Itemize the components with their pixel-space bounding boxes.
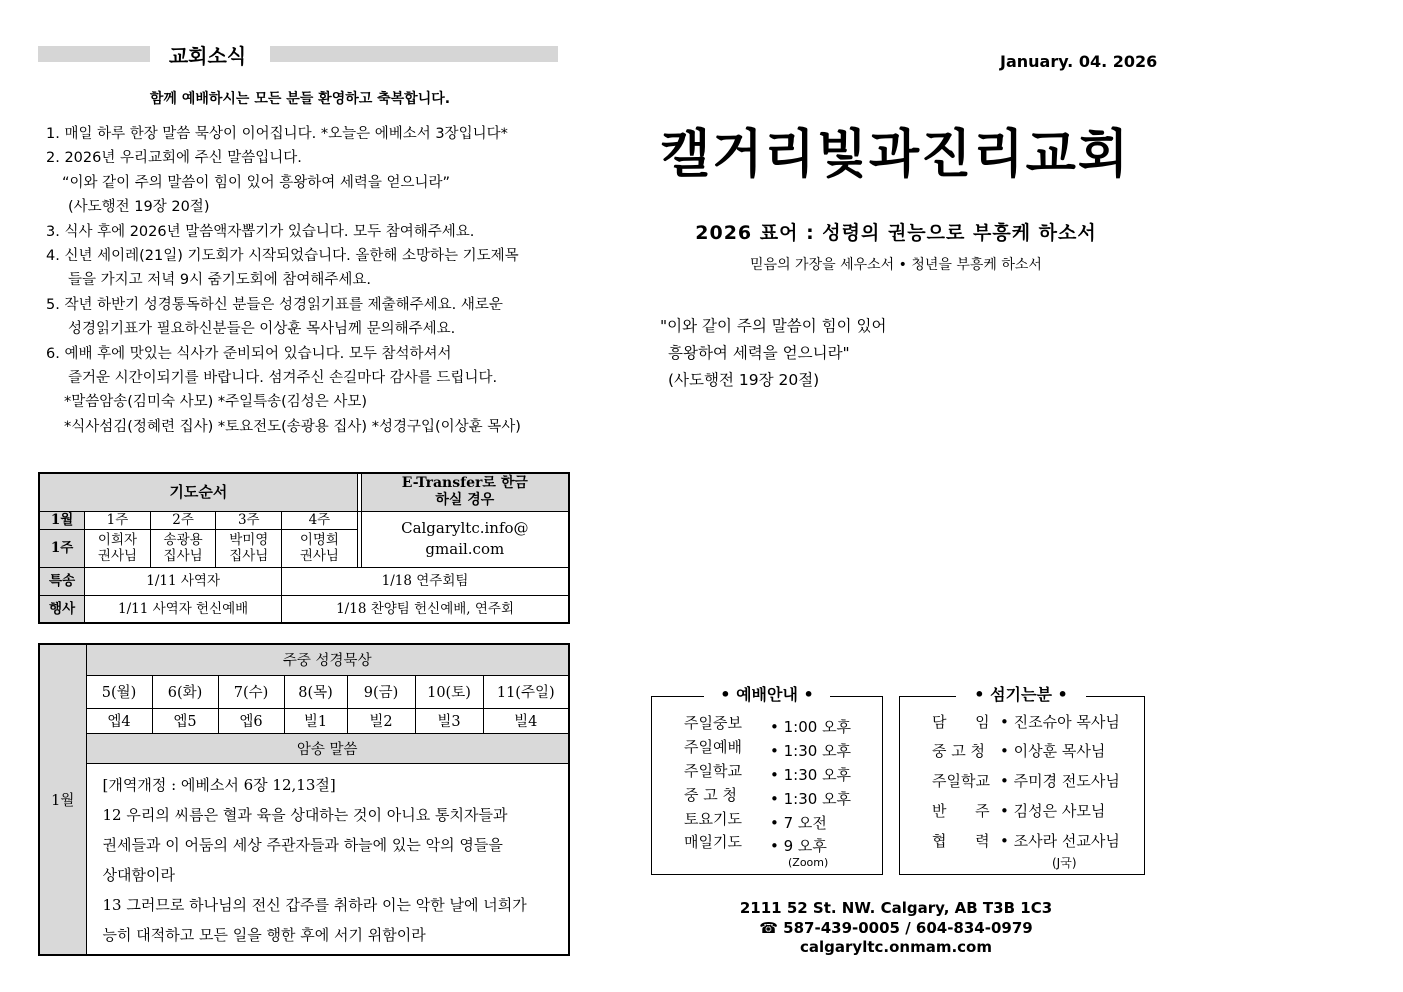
memo-line: 상대함이라 [102,865,175,884]
week-4: 4주 [282,511,358,529]
news-line: *식사섬김(정혜련 집사) *토요전도(송광용 집사) *성경구입(이상훈 목사) [64,418,521,435]
memo-line: 능히 대적하고 모든 일을 행한 후에 서기 위함이라 [102,925,426,944]
church-phone: ☎ 587-439-0005 / 604-834-0979 [759,919,1033,937]
row-label: 1주 [39,529,85,567]
news-line: 6. 예배 후에 맛있는 식사가 준비되어 있습니다. 모두 참석하셔서 [46,345,452,362]
worship-time: • 1:30 오후 [770,790,852,808]
verse-line: 흥왕하여 세력을 얻으니라" [668,344,850,362]
server-role: 주일학교 [932,772,990,790]
day-3: 7(수) [218,675,284,708]
day-6: 10(토) [415,675,483,708]
reading-5: 빌2 [347,708,415,733]
reading-4: 빌1 [284,708,347,733]
news-line: 5. 작년 하반기 성경통독하신 분들은 성경읽기표를 제출해주세요. 새로운 [46,296,503,313]
bulletin-date: January. 04. 2026 [1000,52,1158,71]
news-line: 2. 2026년 우리교회에 주신 말씀입니다. [46,150,302,167]
special-2: 1/18 연주회팀 [282,567,569,595]
bible-table [38,643,570,956]
prayer-header: 기도순서 [39,473,357,511]
special-label: 특송 [39,567,85,595]
server-person: • 주미경 전도사님 [1000,772,1120,790]
worship-time: • 9 오후 [770,837,827,855]
worship-time: • 1:30 오후 [770,766,852,784]
header-bar-left [38,46,150,62]
worship-name: 매일기도 [684,833,742,851]
memo-line: [개역개정 : 에베소서 6장 12,13절] [102,775,336,794]
day-1: 5(월) [86,675,152,708]
worship-name: 주일중보 [684,714,742,732]
zoom-note: (Zoom) [788,856,829,869]
event-label: 행사 [39,595,85,623]
header-bar-right [270,46,558,62]
worship-name: 토요기도 [684,810,742,828]
memo-line: 권세들과 이 어둠의 세상 주관자들과 하늘에 있는 악의 영들을 [102,835,503,854]
welcome-text: 함께 예배하시는 모든 분들 환영하고 축복합니다. [149,91,451,107]
news-line: 성경읽기표가 필요하신분들은 이상훈 목사님께 문의해주세요. [68,321,456,338]
etransfer-email: Calgaryltc.info@ gmail.com [361,511,569,567]
reading-2: 엡5 [152,708,218,733]
news-line: (사도행전 19장 20절) [68,199,210,216]
day-4: 8(목) [284,675,347,708]
verse-line: (사도행전 19장 20절) [668,371,820,389]
bible-header: 주중 성경묵상 [86,644,569,675]
server-person: • 진조슈아 목사님 [1000,713,1120,731]
worship-time: • 1:00 오후 [770,718,852,736]
section-title: 교회소식 [168,44,247,68]
church-address: 2111 52 St. NW. Calgary, AB T3B 1C3 [739,899,1053,917]
server-person: • 김성은 사모님 [1000,802,1106,820]
worship-name: 중 고 청 [684,786,738,804]
news-list [46,122,566,439]
worship-name: 주일예배 [684,738,742,756]
motto: 2026 표어 : 성령의 권능으로 부흥케 하소서 [695,222,1097,244]
server-role: 반 주 [932,802,990,820]
day-2: 6(화) [152,675,218,708]
day-5: 9(금) [347,675,415,708]
leader-4: 이명희 권사님 [282,529,358,567]
server-note: (J국) [1052,856,1077,870]
event-1: 1/11 사역자 헌신예배 [85,595,282,623]
news-line: “이와 같이 주의 말씀이 힘이 있어 흥왕하여 세력을 얻으니라” [62,174,451,191]
prayer-table [38,472,570,624]
theme-verse [660,313,886,394]
special-1: 1/11 사역자 [85,567,282,595]
server-person: • 조사라 선교사님 [1000,832,1120,850]
event-2: 1/18 찬양팀 헌신예배, 연주회 [282,595,569,623]
news-line: *말씀암송(김미숙 사모) *주일특송(김성은 사모) [64,394,368,411]
server-role: 협 력 [932,832,990,850]
worship-name: 주일학교 [684,762,742,780]
motto-sub: 믿음의 가장을 세우소서 • 청년을 부흥케 하소서 [750,257,1042,273]
leader-3: 박미영 집사님 [216,529,282,567]
week-2: 2주 [150,511,216,529]
day-7: 11(주일) [483,675,569,708]
bible-month: 1월 [39,644,86,955]
news-line: 즐거운 시간이되기를 바랍니다. 섬겨주신 손길마다 감사를 드립니다. [68,370,498,387]
church-name: 캘거리빛과진리교회 [660,125,1131,185]
server-role: 중 고 청 [932,742,986,760]
news-line: 1. 매일 하루 한장 말씀 묵상이 이어집니다. *오늘은 에베소서 3장입니다* [46,126,508,142]
reading-7: 빌4 [483,708,569,733]
worship-time: • 1:30 오후 [770,742,852,760]
leader-2: 송광용 집사님 [150,529,216,567]
memo-verse [86,763,569,955]
reading-3: 엡6 [218,708,284,733]
leader-1: 이희자 권사님 [85,529,151,567]
memo-header: 암송 말씀 [86,733,569,763]
server-person: • 이상훈 목사님 [1000,742,1106,760]
worship-title: • 예배안내 • [704,682,830,705]
worship-time: • 7 오전 [770,814,827,832]
etransfer-header: E-Transfer로 한금 하실 경우 [361,473,569,511]
news-line: 들을 가지고 저녁 9시 줌기도회에 참여해주세요. [68,272,372,289]
month-label: 1월 [39,511,85,529]
memo-line: 12 우리의 씨름은 혈과 육을 상대하는 것이 아니요 통치자들과 [102,805,508,824]
week-3: 3주 [216,511,282,529]
memo-line: 13 그러므로 하나님의 전신 갑주를 취하라 이는 악한 날에 너희가 [102,895,527,914]
reading-6: 빌3 [415,708,483,733]
verse-line: "이와 같이 주의 말씀이 힘이 있어 [660,317,887,335]
news-line: 3. 식사 후에 2026년 말씀액자뽑기가 있습니다. 모두 참여해주세요. [46,223,475,240]
church-website[interactable]: calgaryltc.onmam.com [800,938,992,956]
news-line: 4. 신년 세이레(21일) 기도회가 시작되었습니다. 올한해 소망하는 기도제목 [46,248,519,265]
servers-title: • 섬기는분 • [956,682,1086,705]
week-1: 1주 [85,511,151,529]
server-role: 담 임 [932,713,990,731]
reading-1: 엡4 [86,708,152,733]
